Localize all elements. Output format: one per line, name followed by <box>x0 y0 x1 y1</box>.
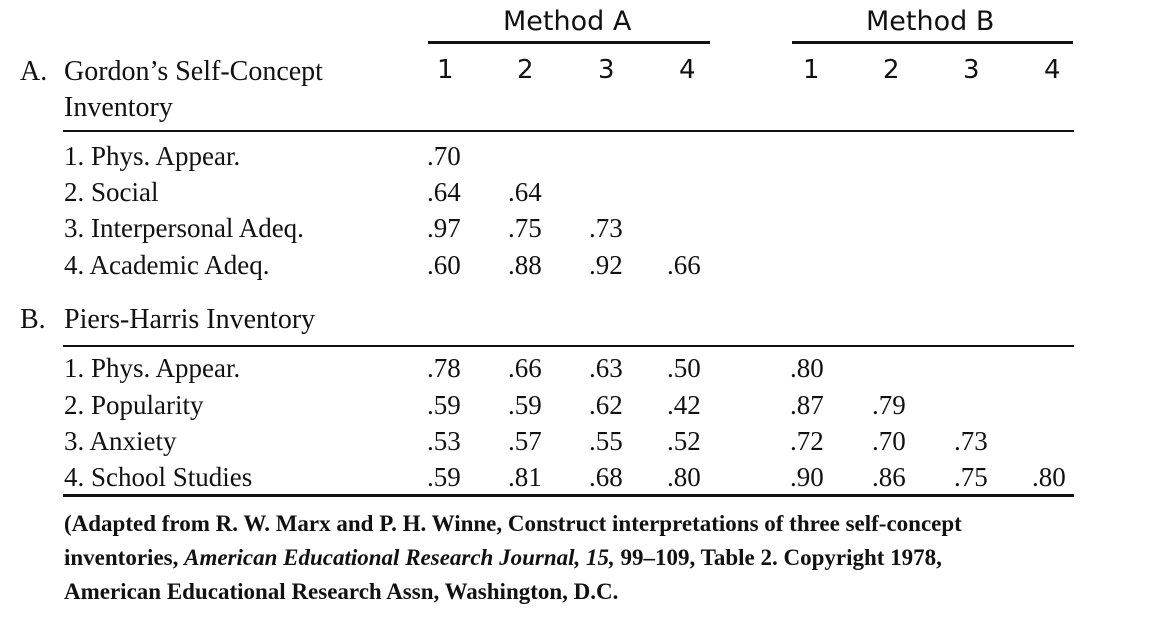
col-a-4: 4 <box>679 55 696 85</box>
method-b-rule <box>792 41 1073 44</box>
a-row-3-a3: .73 <box>589 213 623 243</box>
section-a-title-line2: Inventory <box>64 92 173 123</box>
b-row-3-a3: .55 <box>589 426 623 456</box>
b-row-1-name: 1. Phys. Appear. <box>64 353 241 383</box>
a-row-4-a3: .92 <box>589 250 623 280</box>
b-row-4-a1: .59 <box>427 462 461 492</box>
b-row-4-a4: .80 <box>667 462 701 492</box>
a-row-1-name: 1. Phys. Appear. <box>64 141 241 171</box>
b-row-3-a1: .53 <box>427 426 461 456</box>
b-row-2-a2: .59 <box>508 390 542 420</box>
b-row-3-b2: .70 <box>872 426 906 456</box>
footnote-journal: American Educational Research Journal, 15, <box>184 545 615 570</box>
b-row-1-a4: .50 <box>667 353 701 383</box>
b-row-3-a4: .52 <box>667 426 701 456</box>
b-row-3-b1: .72 <box>790 426 824 456</box>
header-bottom-rule <box>63 130 1074 132</box>
col-b-3: 3 <box>963 55 980 85</box>
method-b-header: Method B <box>866 6 995 37</box>
b-row-4-b4: .80 <box>1032 462 1066 492</box>
section-b-rule <box>63 345 1074 347</box>
method-a-header: Method A <box>503 6 632 37</box>
b-row-1-a3: .63 <box>589 353 623 383</box>
b-row-3-name: 3. Anxiety <box>64 426 177 456</box>
footnote-line-2 <box>64 541 942 575</box>
b-row-2-name: 2. Popularity <box>64 390 204 420</box>
a-row-3-a1: .97 <box>427 213 461 243</box>
table-bottom-rule <box>63 494 1074 497</box>
col-b-4: 4 <box>1044 55 1061 85</box>
b-row-3-b3: .73 <box>954 426 988 456</box>
b-row-2-a3: .62 <box>589 390 623 420</box>
footnote-line-1: (Adapted from R. W. Marx and P. H. Winne, Construct interpretations of three self-concept <box>64 511 962 536</box>
footnote-line-2-pre: inventories, <box>64 545 185 570</box>
footnote-line-3: American Educational Research Assn, Washington, D.C. <box>64 579 619 604</box>
method-a-rule <box>428 41 710 44</box>
a-row-3-a2: .75 <box>508 213 542 243</box>
col-b-2: 2 <box>883 55 900 85</box>
b-row-4-name: 4. School Studies <box>64 462 253 492</box>
b-row-4-a2: .81 <box>508 462 542 492</box>
b-row-1-b1: .80 <box>790 353 824 383</box>
a-row-4-name: 4. Academic Adeq. <box>64 250 270 280</box>
a-row-2-name: 2. Social <box>64 177 159 207</box>
a-row-4-a1: .60 <box>427 250 461 280</box>
b-row-1-a2: .66 <box>508 353 542 383</box>
col-a-1: 1 <box>437 55 454 85</box>
section-a-title-line1: Gordon’s Self-Concept <box>64 56 323 87</box>
b-row-3-a2: .57 <box>508 426 542 456</box>
b-row-4-b2: .86 <box>872 462 906 492</box>
a-row-1-a1: .70 <box>427 141 461 171</box>
b-row-2-b1: .87 <box>790 390 824 420</box>
section-b-label: B. <box>20 304 46 335</box>
a-row-2-a2: .64 <box>508 177 542 207</box>
a-row-3-name: 3. Interpersonal Adeq. <box>64 213 304 243</box>
b-row-2-a1: .59 <box>427 390 461 420</box>
col-a-2: 2 <box>517 55 534 85</box>
b-row-4-b1: .90 <box>790 462 824 492</box>
section-a-label: A. <box>20 56 48 87</box>
a-row-4-a4: .66 <box>667 250 701 280</box>
a-row-2-a1: .64 <box>427 177 461 207</box>
section-b-title: Piers-Harris Inventory <box>64 304 316 335</box>
col-a-3: 3 <box>598 55 615 85</box>
b-row-4-a3: .68 <box>589 462 623 492</box>
col-b-1: 1 <box>803 55 820 85</box>
a-row-4-a2: .88 <box>508 250 542 280</box>
b-row-2-a4: .42 <box>667 390 701 420</box>
b-row-2-b2: .79 <box>872 390 906 420</box>
footnote-line-2-post: 99–109, Table 2. Copyright 1978, <box>614 545 942 570</box>
b-row-4-b3: .75 <box>954 462 988 492</box>
b-row-1-a1: .78 <box>427 353 461 383</box>
